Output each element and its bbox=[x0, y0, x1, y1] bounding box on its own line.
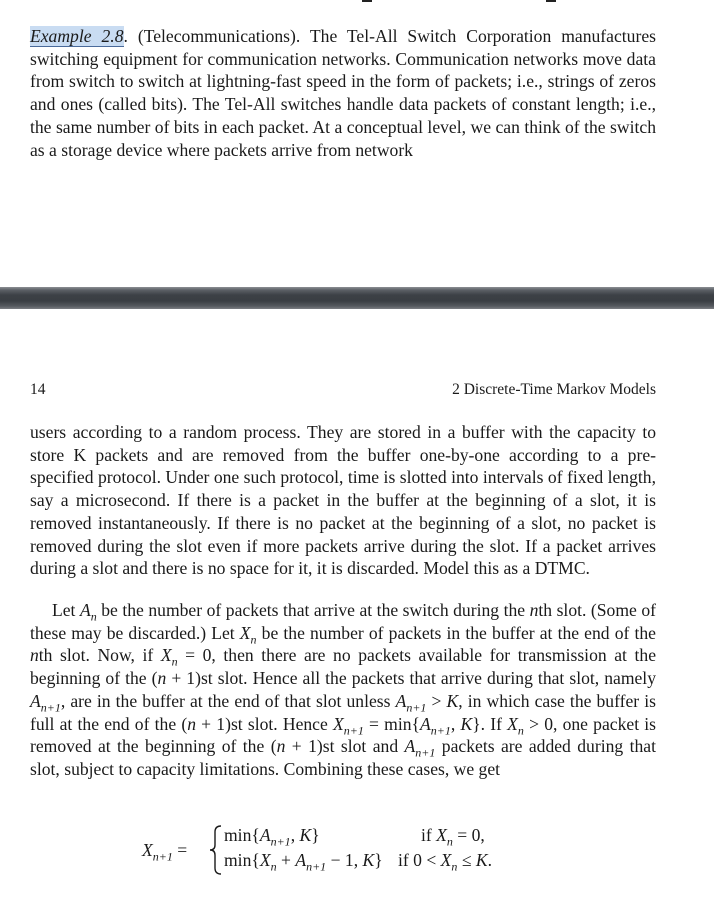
equation-case-2: $\min\{X_n + A_{n+1} - 1$, K} bbox=[224, 850, 383, 874]
edge-mark bbox=[546, 0, 556, 2]
example-paragraph bbox=[30, 25, 656, 161]
equation-case-1: $\min\{A_{n+1}$, K} bbox=[224, 825, 320, 849]
page-edge-marks bbox=[0, 0, 714, 4]
recursion-equation bbox=[142, 825, 602, 881]
example-text: . (Telecommunications). The Tel-All Switch Corporation manufactures switching equipment for communication networks. Communication networks move data from switch to switch at lightning-fast speed in the form of packets; i.e., strings of zeros and ones (called bits). The Tel-All switches handle data packets of constant length; i.e., the same number of bits in each packet. At a conceptual level, we can think of the switch as a storage device where packets arrive from network bbox=[30, 26, 656, 160]
equation-condition-2: if $0 < X_n \le K$. bbox=[398, 850, 493, 874]
model-paragraph: Let $A_n$ be the number of packets that arrive at the switch during the nth slot. (Some of these may be discarded.) Let $X_n$ be the number of packets in the buffer at the end of the nth slot. Now, if $X_n = 0$, then there are no packets available for transmission at the beginning of the (n + 1)st slot. Hence all the packets that arrive during that slot, namely $A_{n+1}$, are in the buffer at the end of that slot unless $A_{n+1} > K$, in which case the buffer is full at the end of the (n + 1)st slot. Hence $X_{n+1} = \min\{A_{n+1}$, K}. If $X_n > 0$, one packet is removed at the beginning of the (n + 1)st slot and $A_{n+1}$ packets are added during that slot, subject to capacity limitations. Combining these cases, we get bbox=[30, 600, 657, 779]
page-number: 14 bbox=[30, 381, 46, 398]
continuation-paragraph: users according to a random process. They are stored in a buffer with the capacity to store K packets and are removed from the buffer one-by-one according to a pre-specified protocol. Under one such protocol, time is slotted into intervals of fixed length, say a microsecond. If there is a packet in the buffer at the beginning of a slot, it is removed instantaneously. If there is no packet at the beginning of a slot, no packet is removed during the slot even if more packets arrive during the slot. If a packet arrives during a slot and there is no space for it, it is discarded. Model this as a DTMC. bbox=[30, 422, 656, 579]
equation-condition-1: if $X_n = 0$, bbox=[421, 825, 485, 849]
running-header bbox=[30, 381, 656, 401]
left-brace bbox=[209, 825, 223, 875]
page-divider bbox=[0, 287, 714, 309]
example-label-link[interactable]: Example 2.8 bbox=[30, 26, 124, 46]
equation-lhs: $X_{n+1}$ = bbox=[142, 840, 188, 864]
bottom-page bbox=[0, 309, 714, 898]
running-title: 2 Discrete-Time Markov Models bbox=[452, 381, 656, 398]
edge-mark bbox=[362, 0, 372, 2]
top-page bbox=[0, 0, 714, 287]
